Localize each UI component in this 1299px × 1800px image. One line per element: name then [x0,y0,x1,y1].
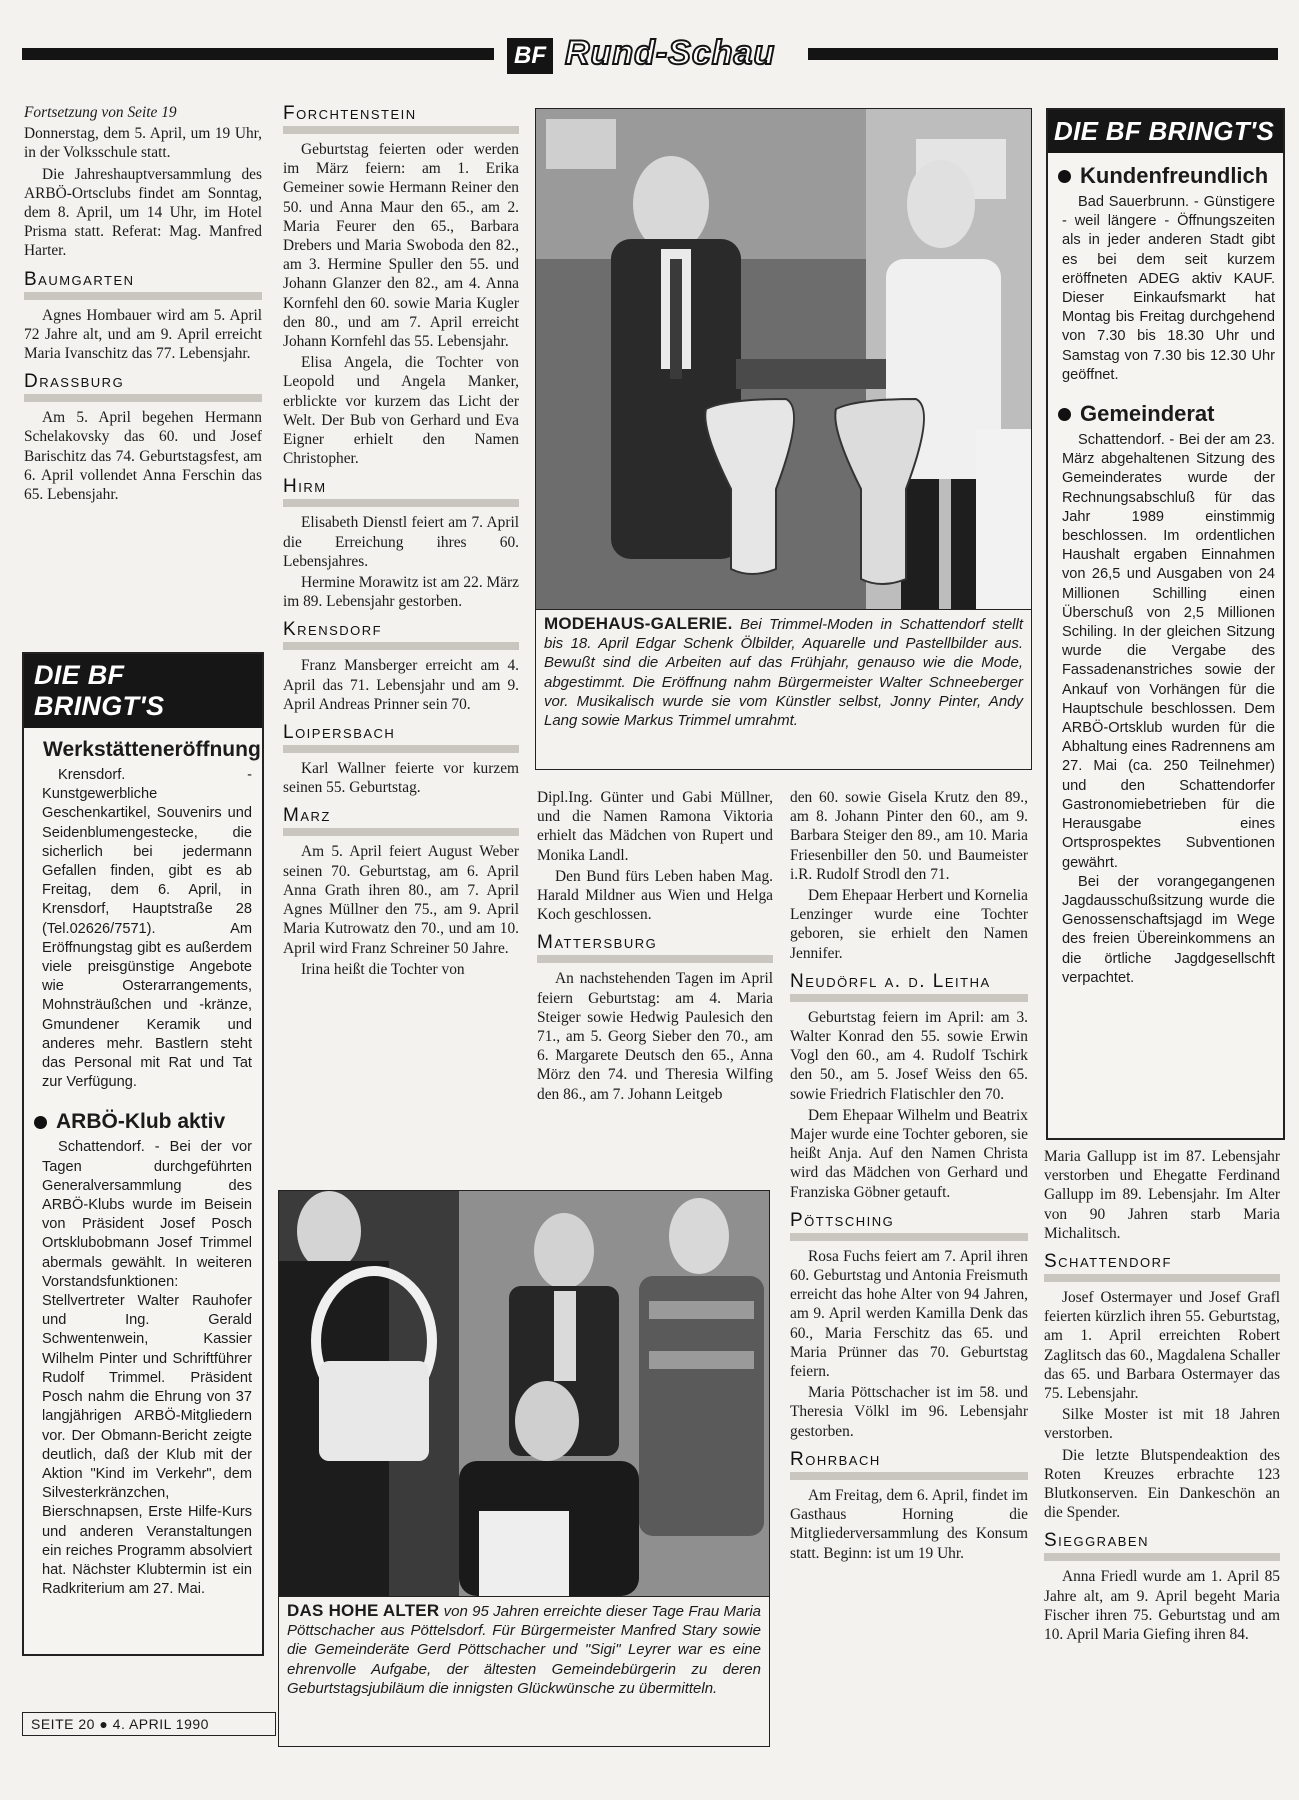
paragraph: Dem Ehepaar Wilhelm und Beatrix Majer wurde eine Tochter geboren, sie heißt Anja. Auf den Namen Christa wird das Mädchen von Gerhard und Franziska Göbner getauft. [790,1106,1028,1201]
paragraph: Agnes Hombauer wird am 5. April 72 Jahre alt, und am 9. April erreicht Maria Ivanschitz das 77. Lebensjahr. [24,306,262,363]
column-3 [537,788,773,1106]
column-5 [1044,1147,1280,1646]
paragraph: Am Freitag, dem 6. April, findet im Gasthaus Horning die Mitgliederversammlung des Konsum statt. Beginn: ist um 19 Uhr. [790,1486,1028,1562]
info-box-heading: Werkstätteneröffnung [43,738,261,761]
town-heading-krensdorf: Krensdorf [283,619,519,650]
town-heading-neudoerfl: Neudörfl a. d. Leitha [790,971,1028,1002]
photo-caption-modehaus [536,609,1031,734]
paragraph: Die Jahreshauptversammlung des ARBÖ-Ortsclubs findet am Sonntag, dem 8. April, um 14 Uhr, im Hotel Prisma statt. Referat: Mag. Manfred Harter. [24,165,262,260]
paragraph: Dem Ehepaar Herbert und Kornelia Lenzinger wurde eine Tochter geboren, sie erhielt den Namen Jennifer. [790,887,1028,962]
paragraph: Josef Ostermayer und Josef Grafl feierten kürzlich ihren 55. Geburtstag, am 1. April erreichten Robert Zaglitsch das 60., Magdalena Schaller das 65. und Barbara Ostermayer das 75. Lebensjahr. [1044,1289,1280,1403]
photo-box-modehaus [535,108,1032,770]
info-box-heading: Gemeinderat [1058,401,1271,427]
town-heading-marz: Marz [283,805,519,836]
column-4 [790,788,1028,1565]
paragraph: den 60. sowie Gisela Krutz den 89., am 8. Johann Pinter den 60., am 9. Barbara Steiger den 89., am 10. Maria Friesenbiller den 50. und Baumeister i.R. Rudolf Strodl den 71. [790,789,1028,883]
paragraph: Den Bund fürs Leben haben Mag. Harald Mildner aus Wien und Helga Koch geschlossen. [537,867,773,924]
column-1 [24,103,262,506]
paragraph: Elisabeth Dienstl feiert am 7. April die Erreichung ihres 60. Lebensjahres. [283,514,519,570]
paragraph: Franz Mansberger erreicht am 4. April das 71. Lebensjahr und am 9. April Andreas Prinner sein 70. [283,657,519,713]
town-heading-loipersbach: Loipersbach [283,722,519,753]
page-footer [22,1712,276,1736]
info-box-right [1046,108,1285,1140]
bullet-icon [1058,170,1071,183]
paragraph: Elisa Angela, die Tochter von Leopold und Angela Manker, erblickte vor kurzem das Licht der Welt. Der Bub von Gerhard und Eva Eigner erhielt den Namen Christopher. [283,354,519,468]
info-box-text: Bei der vorangegangenen Jagdausschußsitzung wurde die Genossenschaftsjagd im Wege des freien Übereinkommens an die örtliche Jagdgesellschft verpachtet. [1062,873,1275,986]
town-heading-forchtenstein: Forchtenstein [283,103,519,134]
info-box-text: Schattendorf. - Bei der vor Tagen durchgeführten Generalversammlung des ARBÖ-Klubs wurde im Beisein von Präsident Josef Posch Ortsklubobmann Josef Trimmel abermals gewählt. In weiteren Vorstandsfunktionen: Stellvertreter Walter Rauhofer und Ing. Gerald Schwentenwein, Kassier Wilhelm Pinter und Schriftführer Rudolf Trimmel. Präsident Posch nahm die Ehrung von 37 langjährigen ARBÖ-Mitgliedern vor. Der Obmann-Bericht zeigte deutlich, daß der Klub mit der Aktion "Kind im Verkehr", dem Silvesterkränzchen, Bierschnapsen, Erste Hilfe-Kurs und anderen Veranstaltungen ein reiches Programm absolviert hat. Nächster Klubtermin ist ein Radkriterium am 27. Mai. [42,1139,252,1598]
photo-modehaus-galerie [536,109,1031,609]
caption-text: Bei Trimmel-Moden in Schattendorf stellt bis 18. April Edgar Schenk Ölbilder, Aquarelle und Pastellbilder aus. Bewußt sind die Arbeiten auf das Frühjahr, genauso wie die Mode, abgestimmt. Die Eröffnung nahm Bürgermeister Walter Schneeberger vor. Musikalisch wurde sie vom Künstler selbst, Jonny Pinter, Andy Lang sowie Markus Trimmel umrahmt. [544,616,1023,730]
column-2 [283,103,519,981]
paragraph: Silke Moster ist mit 18 Jahren verstorben. [1044,1406,1280,1443]
section-title: Rund-Schau [565,34,776,72]
photo-caption-hohe-alter [279,1596,769,1702]
info-box-text: Bad Sauerbrunn. - Günstigere - weil längere - Öffnungszeiten als in jeder anderen Stadt gibt es bei dem seit kurzem eröffneten ADEG aktiv KAUF. Dieser Einkaufsmarkt hat Montag bis Freitag durchgehend von 7.30 bis 18.30 Uhr und Samstag von 7.30 bis 12.30 Uhr geöffnet. [1062,194,1275,383]
info-box-text: Krensdorf. - Kunstgewerbliche Geschenkartikel, Souvenirs und Seidenblumengestecke, die sicherlich bei jedermann Gefallen finden, gibt es ab Freitag, dem 6. April, in Krensdorf, Hauptstraße 28 (Tel.02626/7571). Am Eröffnungstag gibt es außerdem viele preisgünstige Angebote wie Osterarrangements, Mohnsträußchen und -kränze, Gmundener Keramik und anderes mehr. Bastlern steht das Personal mit Rat und Tat zur Verfügung. [42,767,252,1091]
paragraph: Dipl.Ing. Günter und Gabi Müllner, und die Namen Ramona Viktoria erhielt das Mädchen von Rupert und Monika Landl. [537,789,773,864]
town-heading-schattendorf: Schattendorf [1044,1251,1280,1282]
photo-box-hohe-alter [278,1190,770,1747]
header-logo: BF [507,38,553,74]
paragraph: Geburtstag feierten oder werden im März feiern: am 1. Erika Gemeiner sowie Hermann Reiner den 50. und Anna Maur den 65., am 2. Maria Feurer den 65., Barbara Drebers und Maria Swoboda den 82., am 3. Hermine Spuller den 55. und Johann Glanzer den 82., am 4. Anna Kornfehl den 60. sowie Maria Kugler den 80., und am 7. April erreicht Johann Kornfehl das 55. Lebensjahr. [283,141,519,351]
paragraph: Irina heißt die Tochter von [301,960,465,978]
issue-date: 4. APRIL 1990 [112,1716,209,1732]
caption-title: MODEHAUS-GALERIE. [544,614,733,633]
info-box-title: DIE BF BRINGT'S [1048,110,1283,153]
photo-hohe-alter [279,1191,769,1596]
bullet-icon [1058,408,1071,421]
bullet-icon [34,1116,47,1129]
caption-title: DAS HOHE ALTER [287,1601,440,1620]
town-heading-drassburg: Drassburg [24,371,262,402]
paragraph: Donnerstag, dem 5. April, um 19 Uhr, in der Volksschule statt. [24,125,262,162]
paragraph: Rosa Fuchs feiert am 7. April ihren 60. Geburtstag und Antonia Freismuth erreicht das hohe Alter von 94 Jahren, am 9. April werden Kamilla Denk das 60., Maria Ferschitz das 65. und Maria Prünner das 70. Geburtstag feiern. [790,1247,1028,1381]
paragraph: Hermine Morawitz ist am 22. März im 89. Lebensjahr gestorben. [283,574,519,611]
paragraph: Karl Wallner feierte vor kurzem seinen 55. Geburtstag. [283,760,519,797]
info-box-title: DIE BF BRINGT'S [24,654,262,728]
info-box-heading: ARBÖ-Klub aktiv [34,1110,250,1134]
paragraph: Maria Gallupp ist im 87. Lebensjahr verstorben und Ehegatte Ferdinand Gallupp im 89. Lebensjahr. Im Alter von 90 Jahren starb Maria Michalitsch. [1044,1148,1280,1242]
header-rule-right [808,48,1278,60]
paragraph: Anna Friedl wurde am 1. April 85 Jahre alt, am 9. April begeht Maria Fischer ihren 75. Geburtstag und am 10. April Maria Giefing ihren 84. [1044,1568,1280,1644]
paragraph: Am 5. April feiert August Weber seinen 70. Geburtstag, am 6. April Anna Grath ihren 80., am 7. April Agnes Müllner den 75., am 9. April Maria Kutrowatz den 70., und am 10. April wird Franz Schreiner 50 Jahre. [283,843,519,957]
caption-text: von 95 Jahren erreichte dieser Tage Frau Maria Pöttschacher aus Pöttelsdorf. Für Bürgermeister Manfred Stary sowie die Gemeinderäte Gerd Pöttschacher und "Sigi" Leyrer war es eine ehrenvolle Aufgabe, der ältesten Gemeindebürgerin zu deren Geburtstagsjubiläum die innigsten Glückwünsche zu übermitteln. [287,1603,761,1697]
town-heading-mattersburg: Mattersburg [537,932,773,963]
continued-note: Fortsetzung von Seite 19 [24,104,177,121]
paragraph: Die letzte Blutspendeaktion des Roten Kreuzes erbrachte 123 Blutkonserven. Ein Dankeschön an die Spender. [1044,1446,1280,1522]
paragraph: Am 5. April begehen Hermann Schelakovsky das 60. und Josef Barischitz das 74. Geburtstagsfest, am 6. April vollendet Anna Ferschin das 65. Lebensjahr. [24,409,262,504]
bullet-icon: ● [99,1716,109,1732]
paragraph: An nachstehenden Tagen im April feiern Geburtstag: am 4. Maria Steiger sowie Hedwig Paulesich den 71., am 5. Georg Sieber den 70., am 6. Margarete Deutsch den 65., Anna Mörz den 74. und Theresia Wilfing den 86., am 7. Johann Leitgeb [537,970,773,1103]
info-box-left [22,652,264,1656]
town-heading-sieggraben: Sieggraben [1044,1530,1280,1561]
paragraph: Geburtstag feiern im April: am 3. Walter Konrad den 55. sowie Erwin Vogl den 60., am 4. Rudolf Tschirk den 50., am 5. Josef Weiss den 65. sowie Friedrich Flatischler den 70. [790,1008,1028,1103]
page-number: SEITE 20 [31,1716,95,1732]
info-box-text: Schattendorf. - Bei der am 23. März abgehaltenen Sitzung des Gemeinderates wurde der Rechnungsabschluß für das Jahr 1989 einstimmig beschlossen. Im ordentlichen Haushalt ergaben Einnahmen von 26,5 und Ausgaben von 24 Millionen Schilling einen Überschuß von 2,5 Millionen Schiling. In der gleichen Sitzung wurde die Vergabe des Fassadenanstriches sowie der Ankauf von Vorhängen für die Hauptschule beschlossen. Dem ARBÖ-Ortsklub wurden für die Abhaltung eines Radrennens am 27. Mai (ca. 250 Teilnehmer) und den Schattendorfer Gastronomiebetrieben für die Herausgabe eines Ortsprospektes Subventionen gewährt. [1062,432,1275,871]
info-box-heading: Kundenfreundlich [1058,163,1271,189]
header-rule-left [22,48,494,60]
town-heading-poettsching: Pöttsching [790,1210,1028,1241]
town-heading-hirm: Hirm [283,476,519,507]
town-heading-baumgarten: Baumgarten [24,269,262,300]
paragraph: Maria Pöttschacher ist im 58. und Theresia Völkl im 96. Lebensjahr gestorben. [790,1384,1028,1440]
town-heading-rohrbach: Rohrbach [790,1449,1028,1480]
